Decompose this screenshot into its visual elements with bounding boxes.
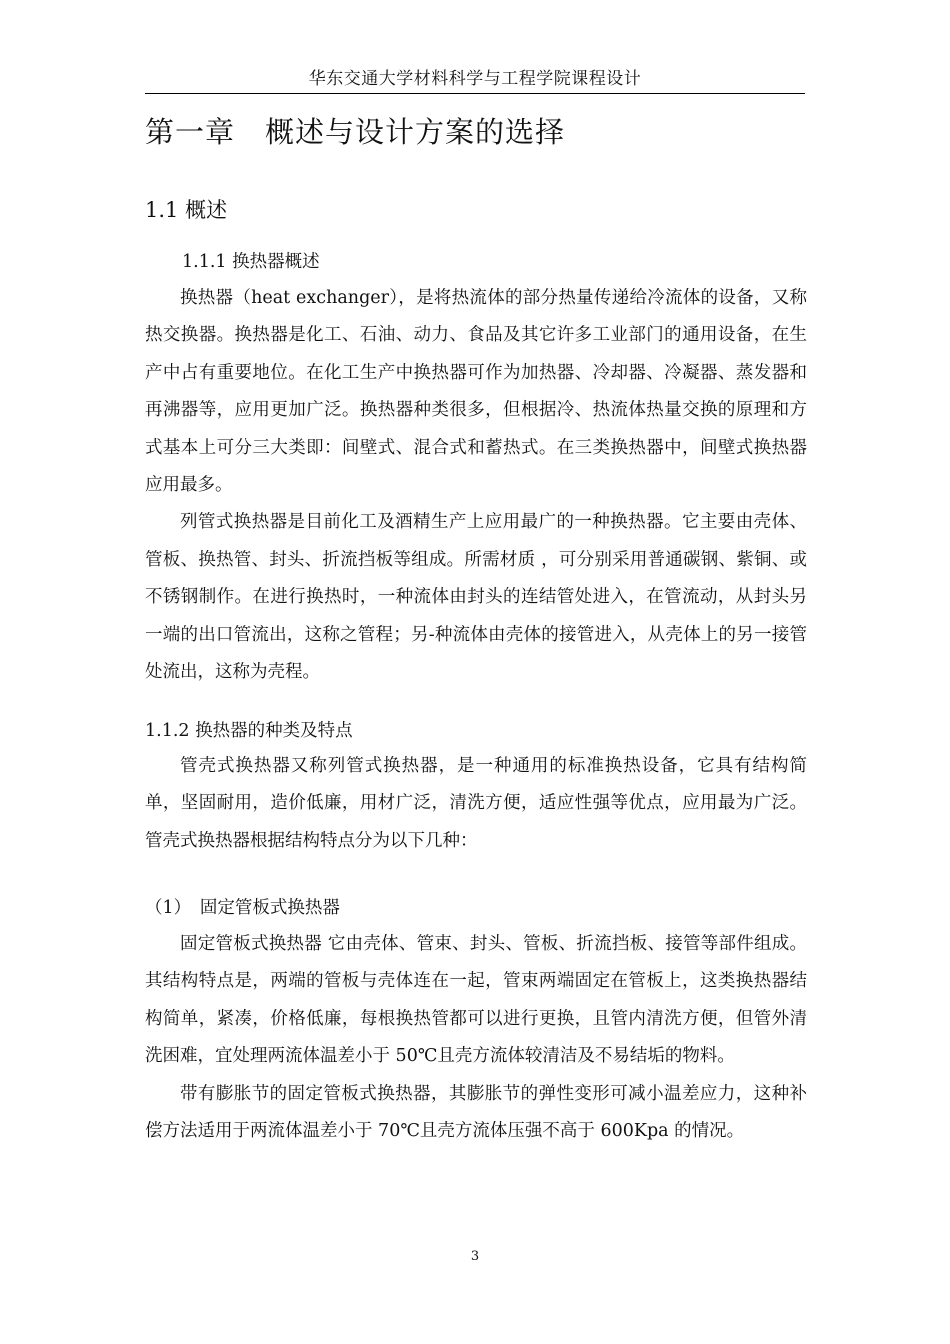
list-item-heading: （1） 固定管板式换热器	[145, 898, 340, 918]
section-heading-1-1: 1.1 概述	[145, 198, 228, 222]
paragraph: 管壳式换热器又称列管式换热器，是一种通用的标准换热设备，它具有结构简单，坚固耐用，造价低廉，用材广泛，清洗方便，适应性强等优点，应用最为广泛。管壳式换热器根据结构特点分为以下几种：	[145, 756, 807, 851]
paragraph: 带有膨胀节的固定管板式换热器，其膨胀节的弹性变形可减小温差应力，这种补偿方法适用于两流体温差小于 70℃且壳方流体压强不高于 600Kpa 的情况。	[145, 1083, 807, 1142]
paragraph: 换热器（heat exchanger），是将热流体的部分热量传递给冷流体的设备，又称热交换器。换热器是化工、石油、动力、食品及其它许多工业部门的通用设备，在生产中占有重要地位。在化工生产中换热器可作为加热器、冷却器、冷凝器、蒸发器和再沸器等，应用更加广泛。换热器种类很多，但根据冷、热流体热量交换的原理和方式基本上可分三大类即：间壁式、混合式和蓄热式。在三类换热器中，间壁式换热器应用最多。	[145, 288, 807, 496]
item-1-body	[145, 926, 807, 1150]
subsection-heading-1-1-1: 1.1.1 换热器概述	[182, 252, 320, 272]
paragraph: 固定管板式换热器 它由壳体、管束、封头、管板、折流挡板、接管等部件组成。其结构特点是，两端的管板与壳体连在一起，管束两端固定在管板上，这类换热器结构简单，紧凑，价格低廉，每根换热管都可以进行更换，且管内清洗方便，但管外清洗困难，宜处理两流体温差小于 50℃且壳方流体较清洁及不易结垢的物料。	[145, 934, 807, 1067]
section-1-1-2-body	[145, 748, 807, 860]
paragraph: 列管式换热器是目前化工及酒精生产上应用最广的一种换热器。它主要由壳体、管板、换热管、封头、折流挡板等组成。所需材质 ，可分别采用普通碳钢、紫铜、或不锈钢制作。在进行换热时，一种流体由封头的连结管处进入，在管流动，从封头另一端的出口管流出，这称之管程；另-种流体由壳体的接管进入，从壳体上的另一接管处流出，这称为壳程。	[145, 512, 807, 683]
running-header: 华东交通大学材料科学与工程学院课程设计	[308, 69, 642, 89]
page-number: 3	[470, 1249, 480, 1264]
section-1-1-1-body	[145, 280, 807, 691]
header-divider	[145, 93, 805, 94]
chapter-title: 第一章 概述与设计方案的选择	[145, 115, 566, 149]
subsection-heading-1-1-2: 1.1.2 换热器的种类及特点	[145, 721, 353, 741]
